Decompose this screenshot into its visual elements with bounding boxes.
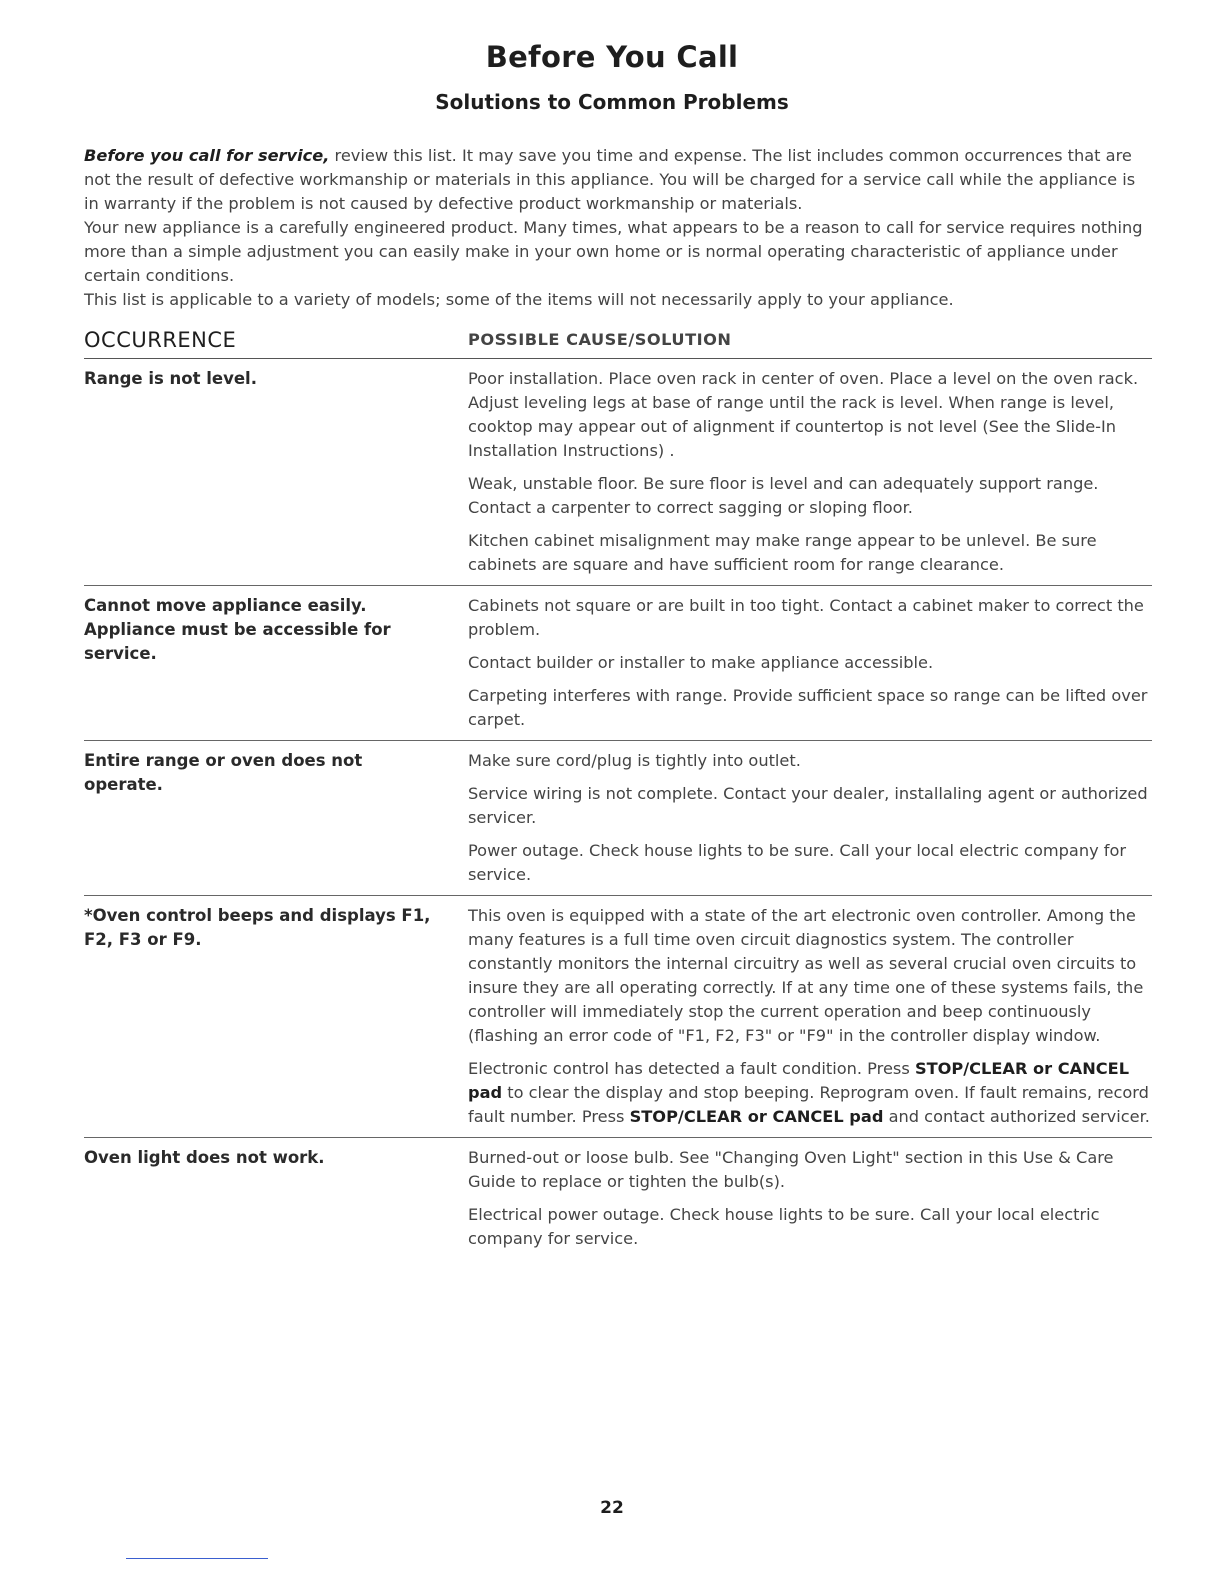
occurrence-text: Oven light does not work. [84,1148,325,1167]
table-row [84,1138,1152,1259]
table-row [84,586,1152,741]
intro-paragraph-3: This list is applicable to a variety of models; some of the items will not necessarily apply to your appliance. [84,290,954,309]
intro-lead: Before you call for service, [84,146,330,165]
fault-text-2: to clear the display and stop beeping. Reprogram oven. If fault remains, record fault number. Press [468,1083,1149,1126]
solution-item: Kitchen cabinet misalignment may make range appear to be unlevel. Be sure cabinets are square and have sufficient room for range clearance. [468,531,1097,574]
column-header-occurrence: OCCURRENCE [84,328,237,352]
solution-item: Contact builder or installer to make appliance accessible. [468,653,934,672]
page-subtitle: Solutions to Common Problems [435,90,789,114]
intro-paragraph-1-text: review this list. It may save you time and expense. The list includes common occurrences that are not the result of defective workmanship or materials in this appliance. You will be charged for a service call while the appliance is in warranty if the problem is not caused by defective product workmanship or materials. [84,146,1136,213]
stop-clear-pad-label: STOP/CLEAR or CANCEL pad [468,1059,1130,1102]
solution-list [468,904,1152,1129]
solution-list [468,1146,1152,1251]
intro-paragraph-2: Your new appliance is a carefully engineered product. Many times, what appears to be a reason to call for service requires nothing more than a simple adjustment you can easily make in your own home or is normal operating characteristic of appliance under certain conditions. [84,218,1143,285]
table-row [84,359,1152,586]
solution-item: Carpeting interferes with range. Provide sufficient space so range can be lifted over carpet. [468,686,1148,729]
page-number: 22 [600,1498,624,1518]
footer-rule [126,1558,268,1559]
occurrence-text: Cannot move appliance easily. Appliance must be accessible for service. [84,596,391,663]
solution-item: Power outage. Check house lights to be sure. Call your local electric company for service. [468,841,1127,884]
column-header-solution: POSSIBLE CAUSE/SOLUTION [468,330,732,349]
solution-item: Weak, unstable floor. Be sure floor is level and can adequately support range. Contact a carpenter to correct sagging or sloping floor. [468,474,1099,517]
troubleshooting-table [84,359,1152,1259]
occurrence-text: Entire range or oven does not operate. [84,751,363,794]
stop-clear-pad-label: STOP/CLEAR or CANCEL pad [629,1107,884,1126]
solution-item: Service wiring is not complete. Contact your dealer, installaling agent or authorized servicer. [468,784,1148,827]
table-row [84,896,1152,1138]
table-row [84,741,1152,896]
solution-item-fault [468,1057,1152,1129]
fault-text-3: and contact authorized servicer. [883,1107,1150,1126]
solution-list [468,367,1152,577]
solution-item: Poor installation. Place oven rack in center of oven. Place a level on the oven rack. Adjust leveling legs at base of range until the rack is level. When range is level, cooktop may appear out of alignment if countertop is not level (See the Slide-In Installation Instructions) . [468,369,1139,460]
page-title: Before You Call [485,40,739,74]
fault-text-1: Electronic control has detected a fault condition. Press [468,1059,915,1078]
intro-paragraph-1 [84,144,1152,216]
solution-item: Burned-out or loose bulb. See "Changing Oven Light" section in this Use & Care Guide to replace or tighten the bulb(s). [468,1148,1114,1191]
solution-item: Electrical power outage. Check house lights to be sure. Call your local electric company for service. [468,1205,1100,1248]
table-header [84,328,1152,359]
solution-item: Cabinets not square or are built in too tight. Contact a cabinet maker to correct the problem. [468,596,1144,639]
solution-item: This oven is equipped with a state of the art electronic oven controller. Among the many features is a full time oven circuit diagnostics system. The controller constantly monitors the internal circuitry as well as several crucial oven circuits to insure they are all operating correctly. If at any time one of these systems fails, the controller will immediately stop the current operation and beep continuously (flashing an error code of "F1, F2, F3" or "F9" in the controller display window. [468,906,1144,1045]
solution-list [468,594,1152,732]
solution-list [468,749,1152,887]
intro-text [84,144,1152,312]
occurrence-text: *Oven control beeps and displays F1, F2, F3 or F9. [84,906,431,949]
solution-item: Make sure cord/plug is tightly into outlet. [468,751,801,770]
occurrence-text: Range is not level. [84,369,257,388]
